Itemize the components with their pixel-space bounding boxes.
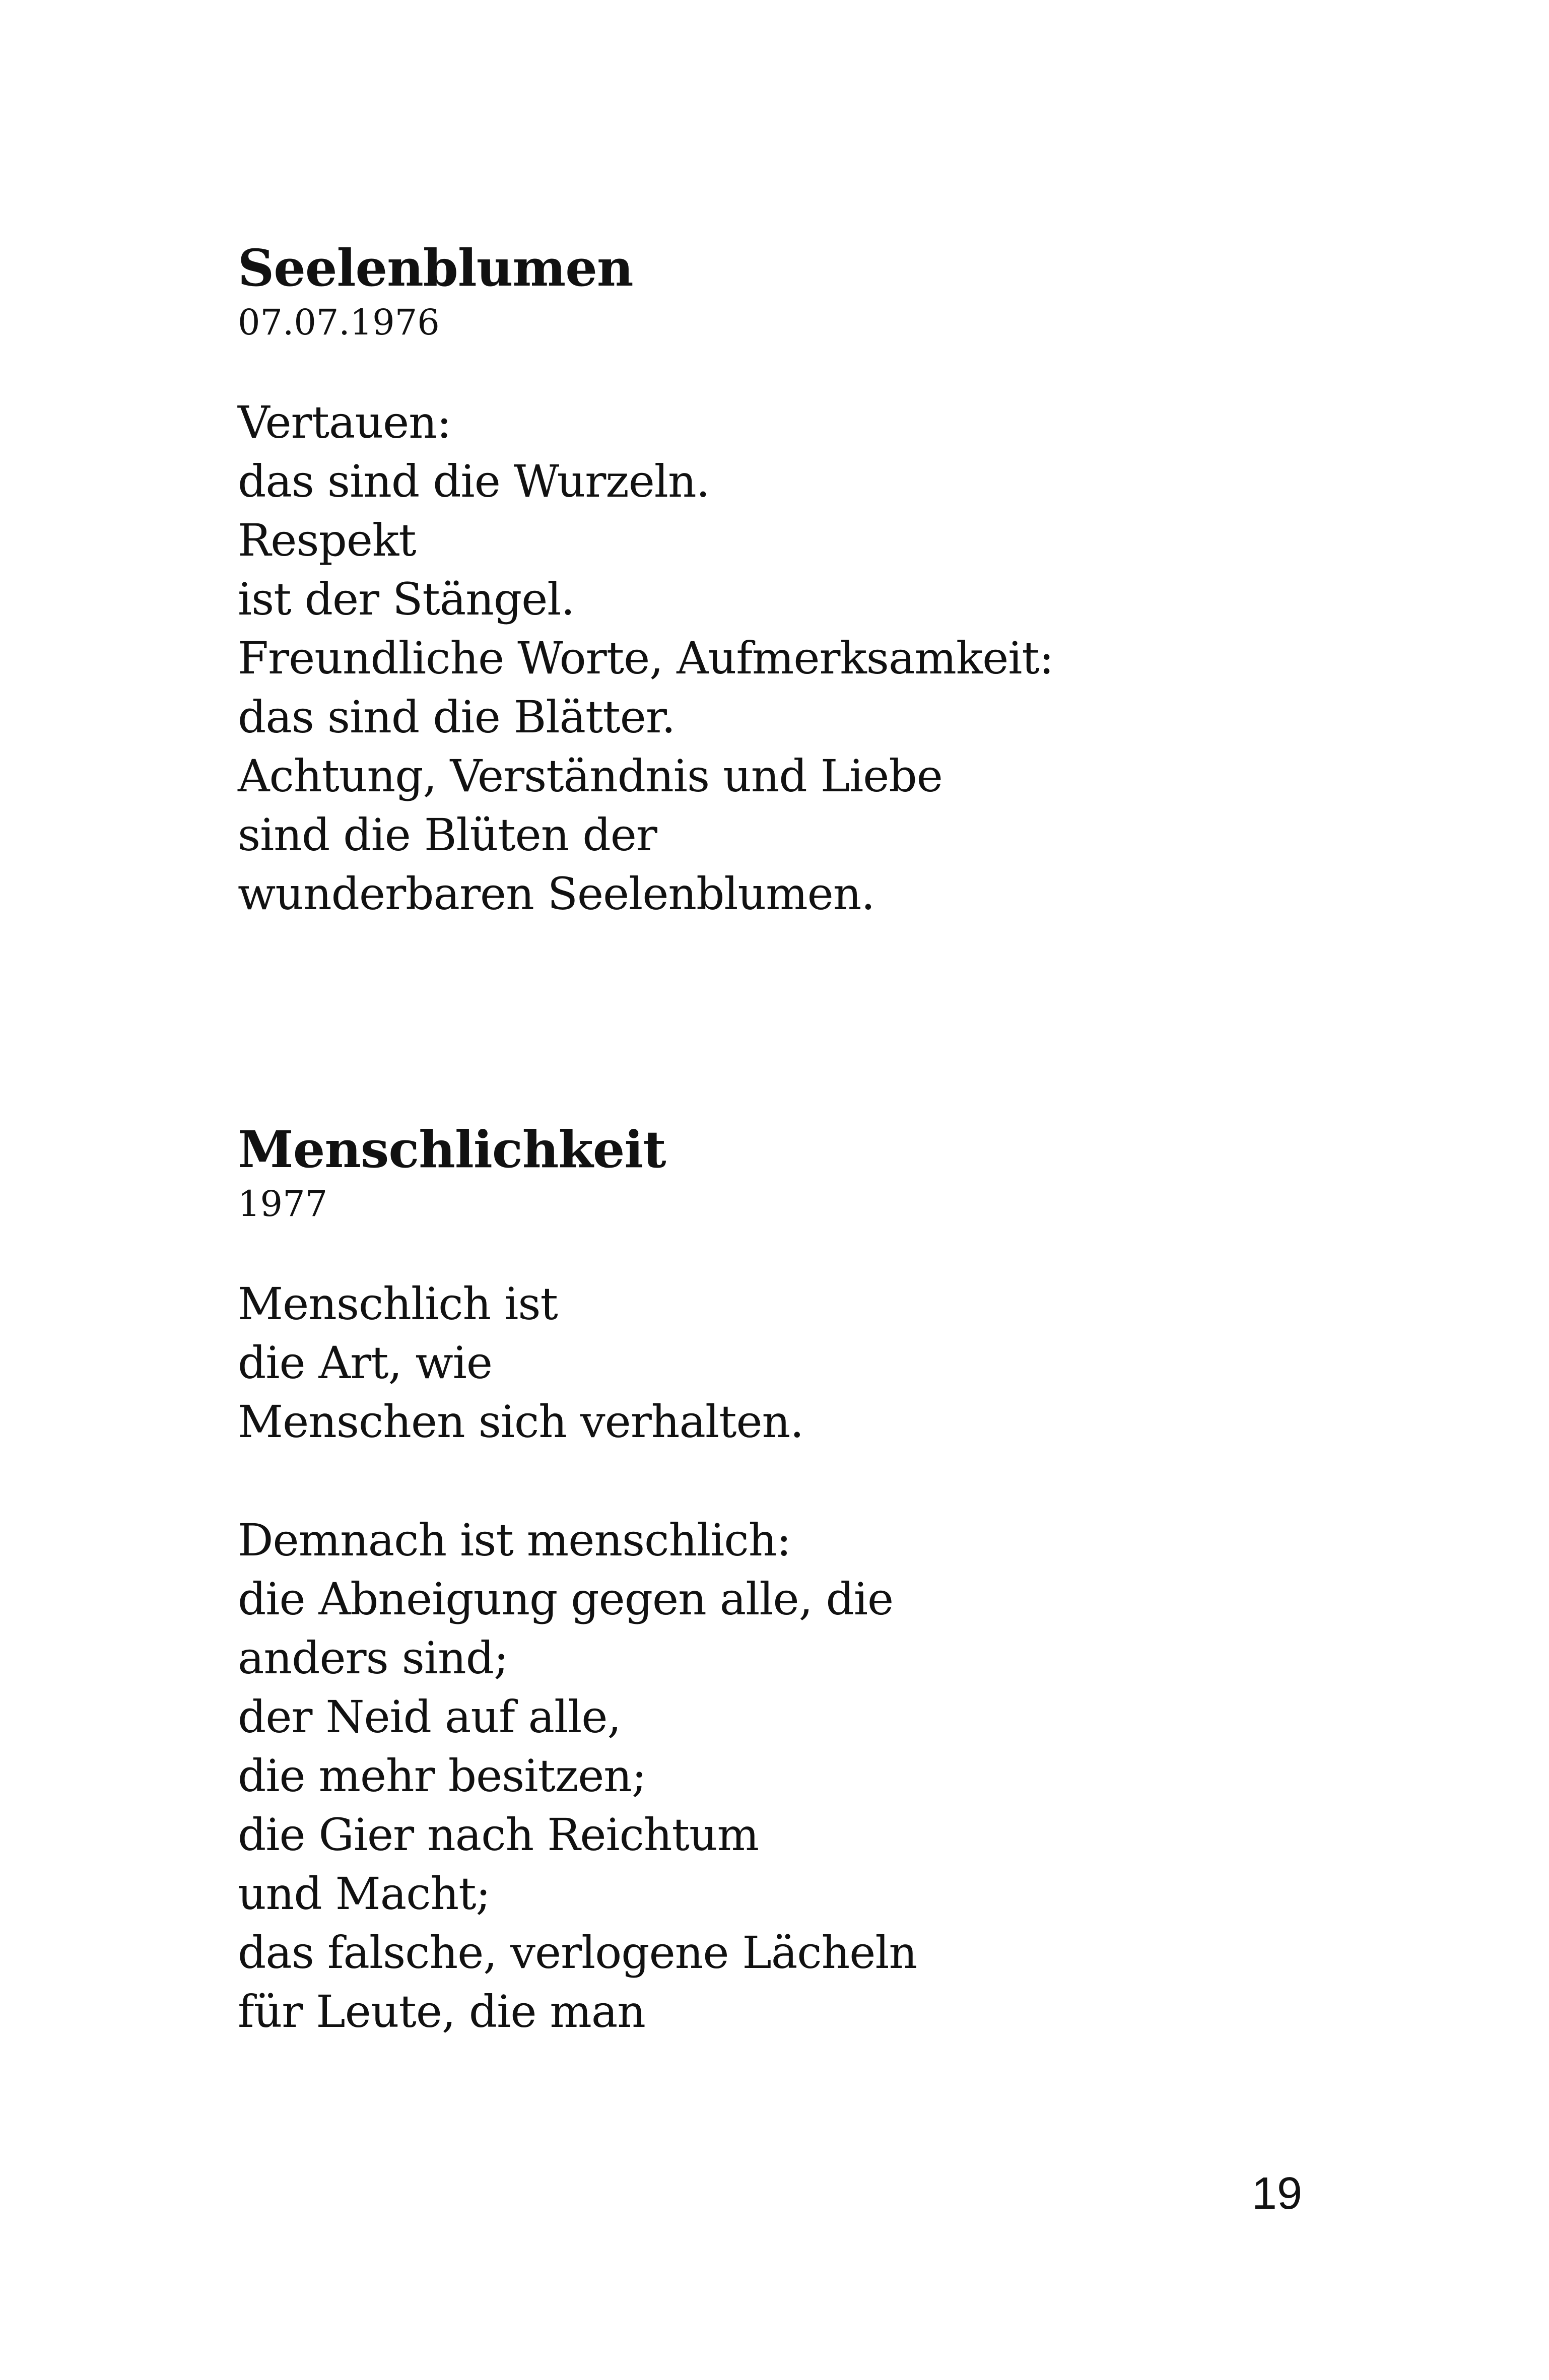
poem-line: für Leute, die man bbox=[238, 1986, 645, 2037]
poem-date: 07.07.1976 bbox=[238, 302, 440, 343]
poem-line: die Gier nach Reichtum bbox=[238, 1809, 759, 1861]
poem-title: Menschlichkeit bbox=[238, 1120, 666, 1179]
poem-line: die Art, wie bbox=[238, 1337, 492, 1389]
poem-line: das sind die Wurzeln. bbox=[238, 455, 710, 507]
poem-line: Demnach ist menschlich: bbox=[238, 1514, 791, 1566]
poem-line: ist der Stängel. bbox=[238, 573, 575, 625]
poem-line: Freundliche Worte, Aufmerksamkeit: bbox=[238, 632, 1054, 684]
poem-line: das falsche, verlogene Lächeln bbox=[238, 1927, 917, 1979]
poem-line: Respekt bbox=[238, 514, 416, 566]
poem-title: Seelenblumen bbox=[238, 238, 633, 298]
poem-line: sind die Blüten der bbox=[238, 809, 657, 861]
stanza bbox=[238, 1274, 1346, 1451]
poem-line: Achtung, Verständnis und Liebe bbox=[238, 750, 942, 802]
poem-body bbox=[238, 1274, 1346, 2041]
poem-line: die mehr besitzen; bbox=[238, 1750, 646, 1802]
poem-body bbox=[238, 393, 1346, 923]
poem-line: Menschen sich verhalten. bbox=[238, 1396, 804, 1448]
poem-line: Menschlich ist bbox=[238, 1278, 558, 1330]
poem-line: das sind die Blätter. bbox=[238, 691, 676, 743]
poem-line: und Macht; bbox=[238, 1868, 491, 1920]
stanza bbox=[238, 1511, 1346, 2041]
page-number: 19 bbox=[1251, 2168, 1302, 2219]
poem-menschlichkeit bbox=[238, 1118, 1346, 2100]
poem-line: der Neid auf alle, bbox=[238, 1691, 621, 1743]
poem-line: wunderbaren Seelenblumen. bbox=[238, 868, 875, 920]
poem-date: 1977 bbox=[238, 1183, 328, 1225]
poem-line: Vertauen: bbox=[238, 396, 451, 448]
poem-line: die Abneigung gegen alle, die bbox=[238, 1573, 894, 1625]
poem-seelenblumen bbox=[238, 237, 1346, 983]
stanza bbox=[238, 393, 1346, 923]
poem-line: anders sind; bbox=[238, 1632, 508, 1684]
